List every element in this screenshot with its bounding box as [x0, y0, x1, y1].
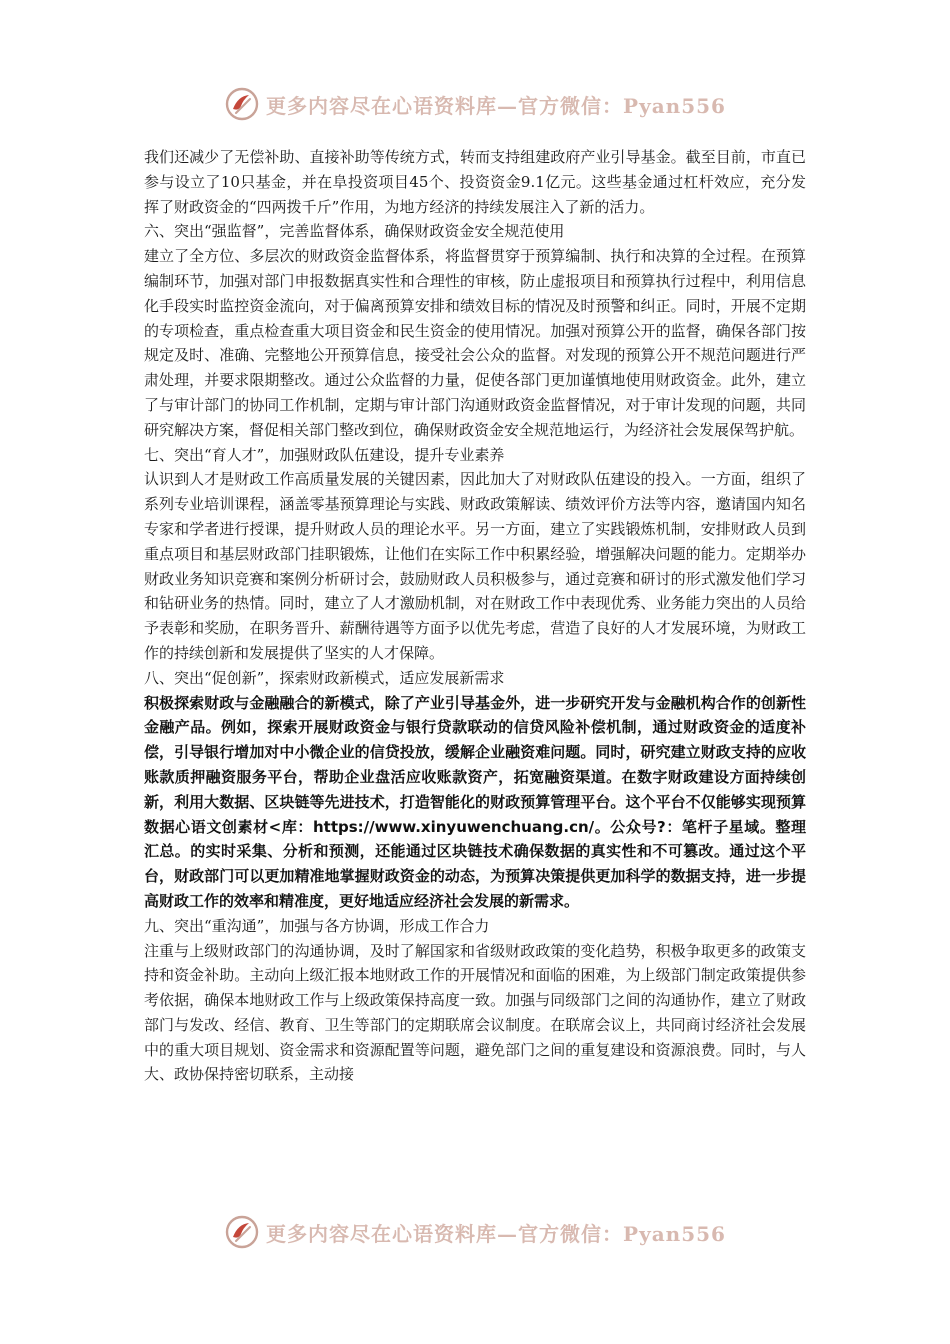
paragraph-innovation: 积极探索财政与金融融合的新模式，除了产业引导基金外，进一步研究开发与金融机构合作的创新性金融产品。例如，探索开展财政资金与银行贷款联动的信贷风险补偿机制，通过财政资金的适度补偿，引导银行增加对中小微企业的信贷投放，缓解企业融资难问题。同时，研究建立财政支持的应收账款质押融资服务平台，帮助企业盘活应收账款资产，拓宽融资渠道。在数字财政建设方面持续创新，利用大数据、区块链等先进技术，打造智能化的财政预算管理平台。这个平台不仅能够实现预算数据心语文创素材<库：https://www.xinyuwenchuang.cn/。公众号?：笔杆子星域。整理汇总。的实时采集、分析和预测，还能通过区块链技术确保数据的真实性和不可篡改。通过这个平台，财政部门可以更加精准地掌握财政资金的动态，为预算决策提供更加科学的数据支持，进一步提高财政工作的效率和精准度，更好地适应经济社会发展的新需求。	[144, 693, 806, 910]
paragraph-supervision: 建立了全方位、多层次的财政资金监督体系，将监督贯穿于预算编制、执行和决算的全过程。在预算编制环节，加强对部门申报数据真实性和合理性的审核，防止虚报项目和预算执行过程中，利用信息化手段实时监控资金流向，对于偏离预算安排和绩效目标的情况及时预警和纠正。同时，开展不定期的专项检查，重点检查重大项目资金和民生资金的使用情况。加强对预算公开的监督，确保各部门按规定及时、准确、完整地公开预算信息，接受社会公众的监督。对发现的预算公开不规范问题进行严肃处理，并要求限期整改。通过公众监督的力量，促使各部门更加谨慎地使用财政资金。此外，建立了与审计部门的协同工作机制，定期与审计部门沟通财政资金监督情况，对于审计发现的问题，共同研究解决方案，督促相关部门整改到位，确保财政资金安全规范地运行，为经济社会发展保驾护航。	[144, 247, 806, 439]
heading-talent: 七、突出“育人才”，加强财政队伍建设，提升专业素养	[144, 445, 505, 464]
brand-logo-icon	[224, 86, 260, 122]
watermark-header	[0, 84, 950, 124]
heading-supervision: 六、突出“强监督”，完善监督体系，确保财政资金安全规范使用	[144, 222, 565, 241]
brand-logo-icon	[224, 1214, 260, 1250]
paragraph-communication: 注重与上级财政部门的沟通协调，及时了解国家和省级财政政策的变化趋势，积极争取更多的政策支持和资金补助。主动向上级汇报本地财政工作的开展情况和面临的困难，为上级部门制定政策提供参考依据，确保本地财政工作与上级政策保持高度一致。加强与同级部门之间的沟通协作，建立了财政部门与发改、经信、教育、卫生等部门的定期联席会议制度。在联席会议上，共同商讨经济社会发展中的重大项目规划、资金需求和资源配置等问题，避免部门之间的重复建设和资源浪费。同时，与人大、政协保持密切联系，主动接	[144, 941, 806, 1084]
heading-innovation: 八、突出“促创新”，探索财政新模式，适应发展新需求	[144, 668, 505, 687]
paragraph-fund: 我们还减少了无偿补助、直接补助等传统方式，转而支持组建政府产业引导基金。截至目前，市直已参与设立了10只基金，并在阜投资项目45个、投资资金9.1亿元。这些基金通过杠杆效应，充分发挥了财政资金的“四两拨千斤”作用，为地方经济的持续发展注入了新的活力。	[144, 148, 806, 216]
watermark-footer	[0, 1212, 950, 1252]
watermark-text: 更多内容尽在心语资料库—官方微信：Pyan556	[266, 93, 726, 118]
document-body	[144, 145, 806, 1087]
heading-communication: 九、突出“重沟通”，加强与各方协调，形成工作合力	[144, 916, 490, 935]
watermark-text: 更多内容尽在心语资料库—官方微信：Pyan556	[266, 1221, 726, 1246]
paragraph-talent: 认识到人才是财政工作高质量发展的关键因素，因此加大了对财政队伍建设的投入。一方面，组织了系列专业培训课程，涵盖零基预算理论与实践、财政政策解读、绩效评价方法等内容，邀请国内知名专家和学者进行授课，提升财政人员的理论水平。另一方面，建立了实践锻炼机制，安排财政人员到重点项目和基层财政部门挂职锻炼，让他们在实际工作中积累经验，增强解决问题的能力。定期举办财政业务知识竞赛和案例分析研讨会，鼓励财政人员积极参与，通过竞赛和研讨的形式激发他们学习和钻研业务的热情。同时，建立了人才激励机制，对在财政工作中表现优秀、业务能力突出的人员给予表彰和奖励，在职务晋升、薪酬待遇等方面予以优先考虑，营造了良好的人才发展环境，为财政工作的持续创新和发展提供了坚实的人才保障。	[144, 470, 806, 662]
